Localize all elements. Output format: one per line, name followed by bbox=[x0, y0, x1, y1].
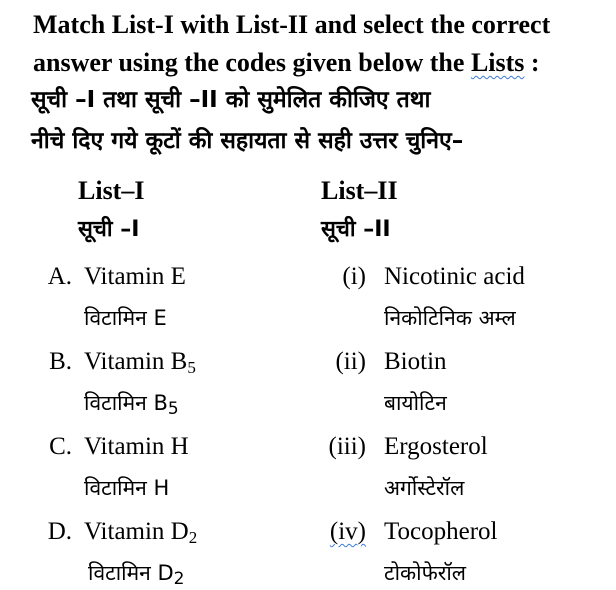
list1-item-hi: विटामिन E bbox=[84, 306, 167, 330]
question-hindi-line1: सूची –I तथा सूची –II को सुमेलित कीजिए तथा bbox=[31, 87, 431, 113]
list2-item-en: Tocopherol bbox=[384, 518, 498, 545]
list1-item-label: A. bbox=[47, 263, 72, 290]
list1-item-label: B. bbox=[49, 348, 72, 375]
list2-item-hi: निकोटिनिक अम्ल bbox=[384, 306, 516, 330]
list2-header-hi: सूची –II bbox=[321, 217, 391, 242]
question-english-colon: : bbox=[524, 48, 540, 77]
list2-item-en: Biotin bbox=[384, 348, 447, 375]
question-english-line1: Match List-I with List-II and select the correct bbox=[33, 10, 551, 39]
question-english-lists-word: Lists bbox=[470, 48, 525, 77]
list1-item-hi: विटामिन H bbox=[84, 476, 170, 500]
question-hindi-line2: नीचे दिए गये कूटों की सहायता से सही उत्तर चुनिए– bbox=[31, 128, 464, 154]
list1-item-en: Vitamin H bbox=[84, 433, 189, 460]
list1-item-label: D. bbox=[47, 518, 72, 545]
question-hindi bbox=[31, 80, 611, 162]
list2-header-en: List–II bbox=[321, 176, 398, 205]
list1-header-en: List–I bbox=[78, 176, 145, 205]
list1-header-hi: सूची –I bbox=[78, 217, 140, 242]
list2-item-label: (ii) bbox=[335, 348, 366, 375]
list2-item-hi: टोकोफेरॉल bbox=[384, 561, 467, 585]
list2-item-en: Nicotinic acid bbox=[384, 263, 525, 290]
list1-item-hi: विटामिन $B_5$ bbox=[84, 391, 179, 419]
list1-item-label: C. bbox=[49, 433, 72, 460]
list2-item-hi: अर्गोस्टेरॉल bbox=[384, 476, 465, 500]
list2-item-hi: बायोटिन bbox=[384, 391, 447, 415]
list1-item-en: Vitamin $B_5$ bbox=[84, 348, 196, 377]
list1-item-hi: विटामिन $D_2$ bbox=[88, 561, 185, 589]
list1-item-en: Vitamin E bbox=[84, 263, 186, 290]
list2-item-label: (i) bbox=[342, 263, 366, 290]
list2-item-en: Ergosterol bbox=[384, 433, 488, 460]
question-english bbox=[33, 6, 613, 82]
list2-item-label: (iii) bbox=[328, 433, 366, 460]
list2-item-label: (iv) bbox=[329, 518, 366, 545]
list1-item-en: Vitamin $D_2$ bbox=[84, 518, 198, 547]
question-english-line2: answer using the codes given below the bbox=[33, 48, 471, 77]
